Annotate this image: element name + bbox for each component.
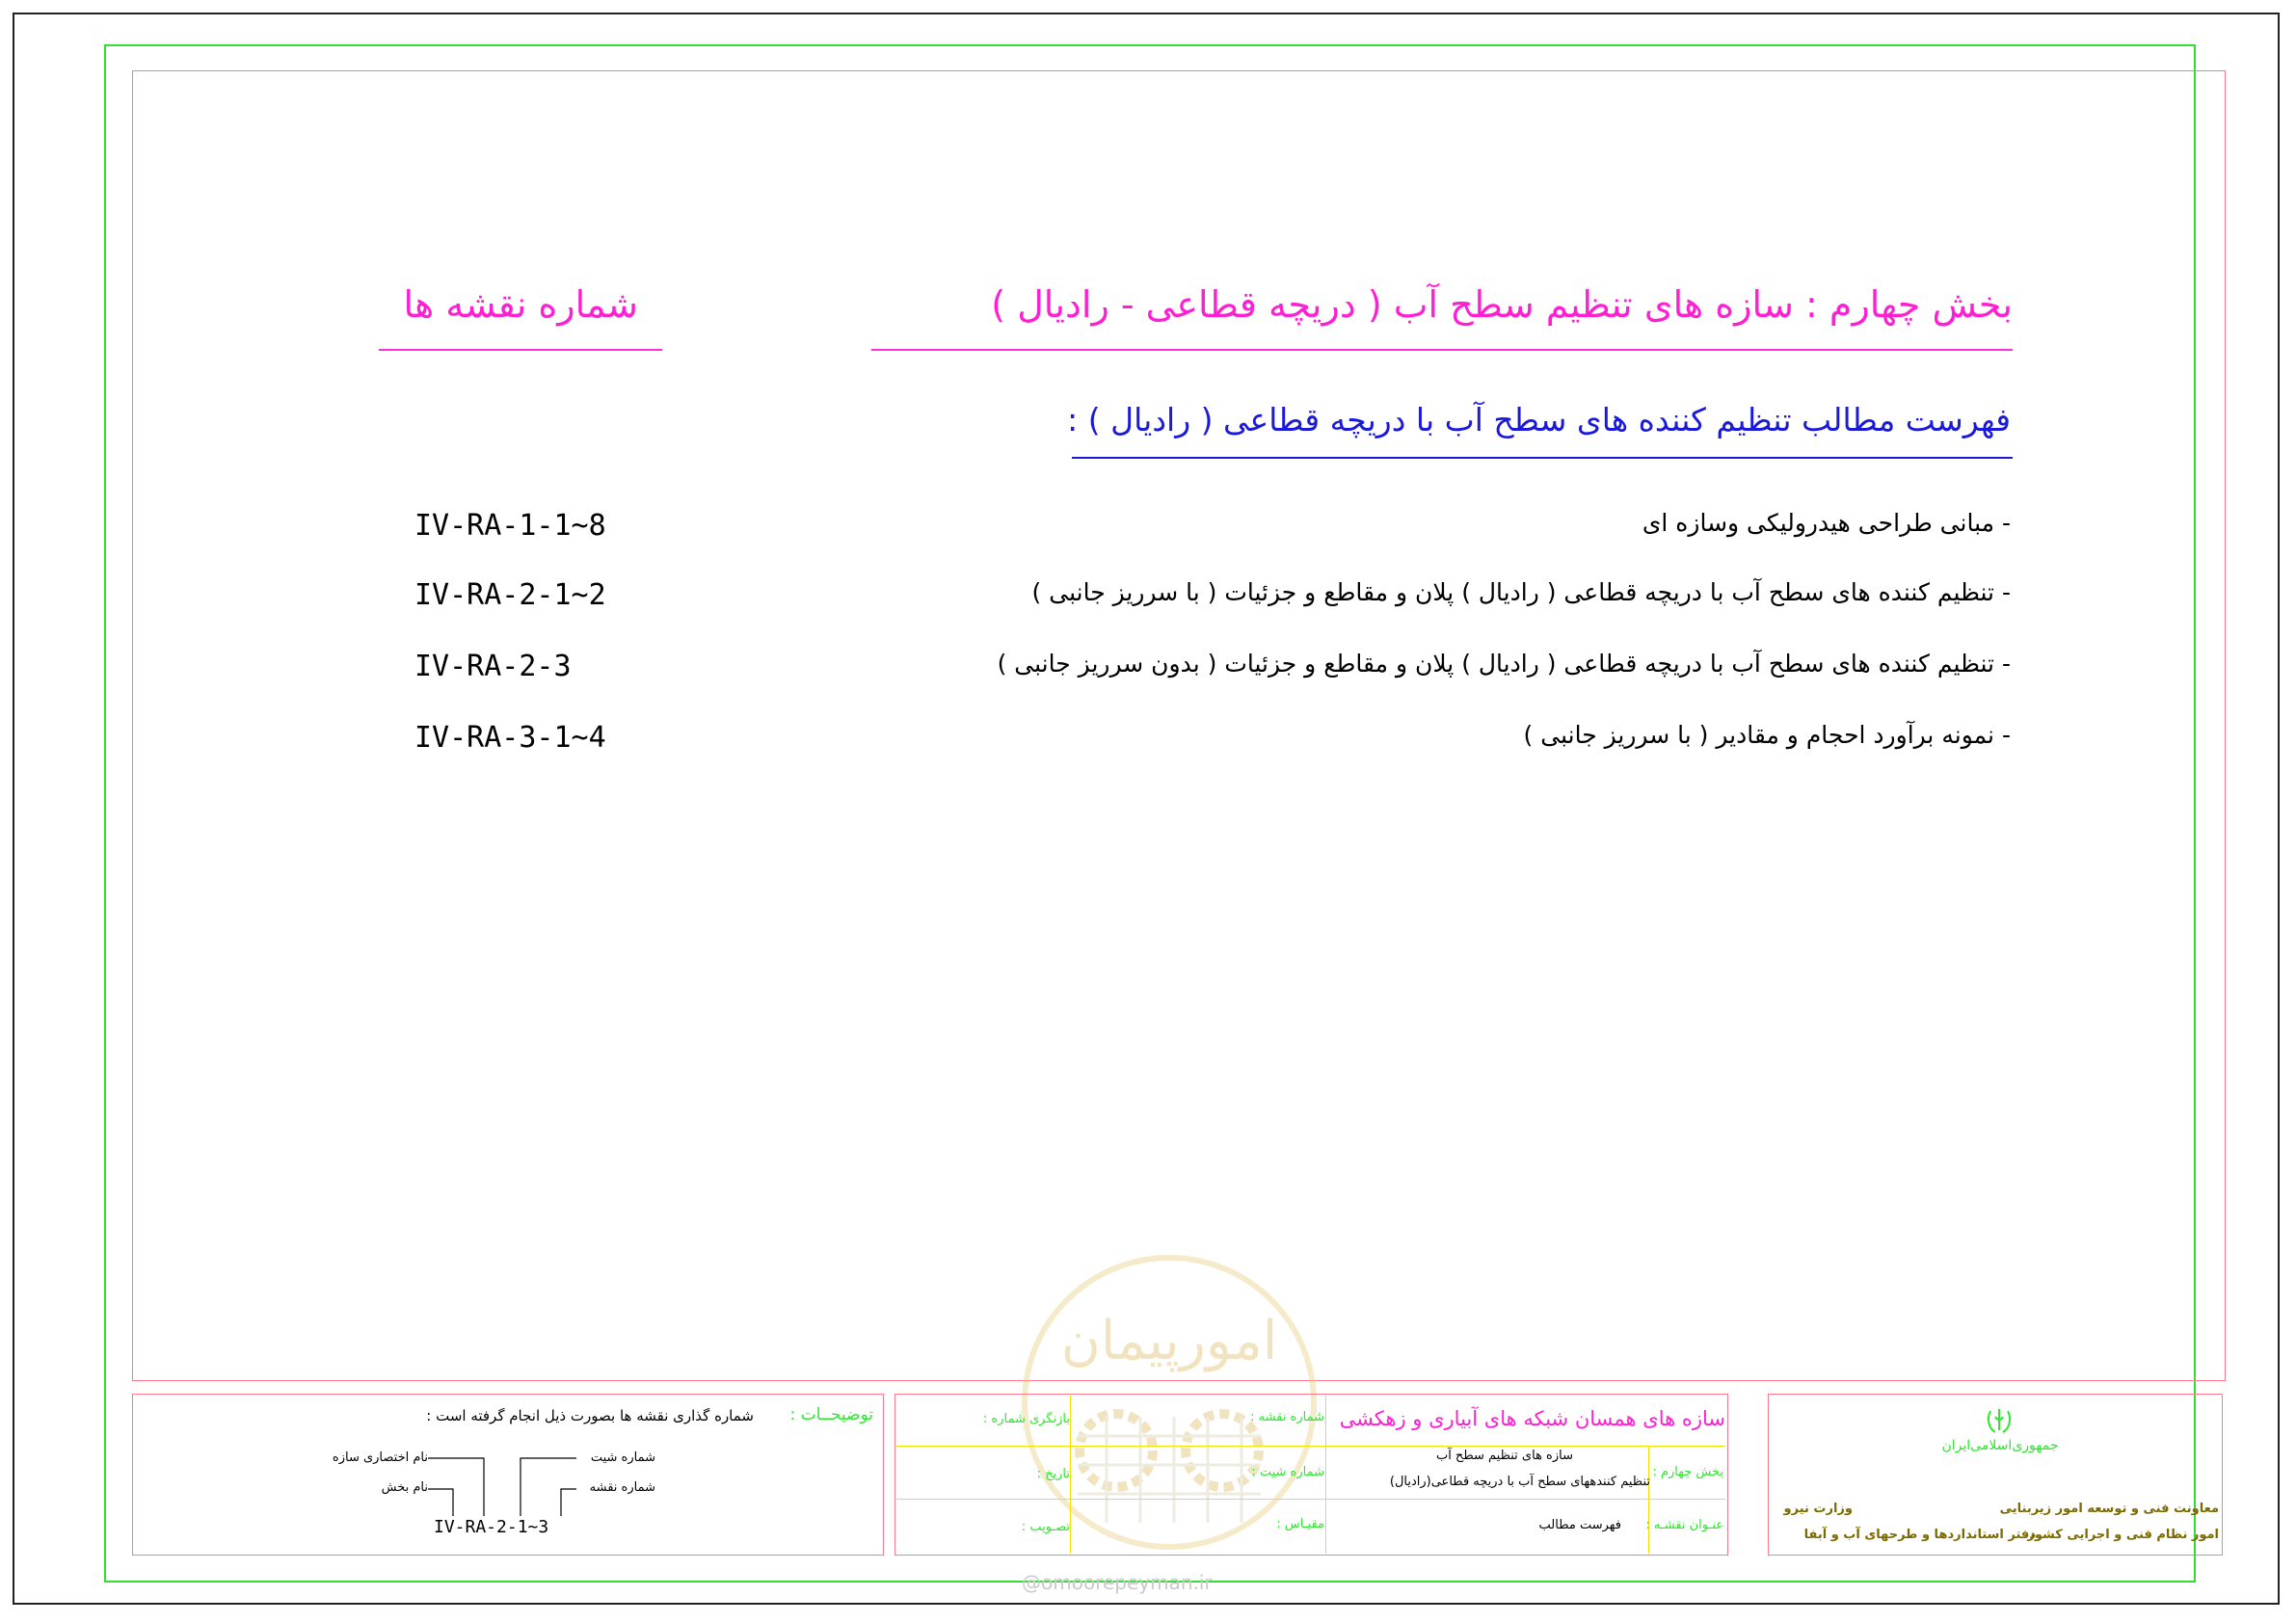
notes-label: توضیحــات : xyxy=(789,1405,873,1424)
watermark-url: @omoorepeyman.ir xyxy=(1022,1571,1213,1594)
project-title: سازه های همسان شبکه های آبیاری و زهکشی xyxy=(1339,1407,1725,1430)
iran-emblem-icon xyxy=(1986,1405,2013,1436)
contents-title: فهرست مطالب تنظیم کننده های سطح آب با دریچه قطاعی ( رادیال ) : xyxy=(1067,401,2011,439)
date-label: تاریخ : xyxy=(1036,1467,1070,1481)
toc-item-4: - نمونه برآورد احجام و مقادیر ( با سرریز جانبی ) xyxy=(1523,721,2011,749)
org-right-1: وزارت نیرو xyxy=(1783,1502,1853,1516)
contents-title-underline xyxy=(1072,457,2013,459)
notes-text: شماره گذاری نقشه ها بصورت ذیل انجام گرفته است : xyxy=(426,1407,754,1424)
section-title: بخش چهارم : سازه های تنظیم سطح آب ( دریچه قطاعی - رادیال ) xyxy=(991,283,2013,326)
legend-structure: نام اختصاری سازه xyxy=(332,1450,428,1465)
toc-item-2: - تنظیم کننده های سطح آب با دریچه قطاعی ( رادیال ) پلان و مقاطع و جزئیات ( با سرریز جانبی ) xyxy=(1031,578,2011,606)
org-right-2: دفتر استانداردها و طرحهای آب و آبفا xyxy=(1803,1528,2036,1542)
legend-connector-lines xyxy=(414,1450,607,1518)
svg-text:امورپیمان: امورپیمان xyxy=(1060,1310,1278,1372)
legend-section: نام بخش xyxy=(381,1480,428,1495)
org-left-2: امور نظام فنی و اجرایی کشور xyxy=(2027,1528,2219,1542)
section-line-1: سازه های تنظیم سطح آب xyxy=(1435,1449,1573,1463)
drawing-title-value: فهرست مطالب xyxy=(1538,1518,1621,1532)
drawing-title-label: عنـوان نقشـه : xyxy=(1645,1518,1723,1532)
toc-item-3: - تنظیم کننده های سطح آب با دریچه قطاعی ( رادیال ) پلان و مقاطع و جزئیات ( بدون سرریز جانبی ) xyxy=(997,650,2011,678)
toc-code-2: IV-RA-2-1~2 xyxy=(414,578,606,612)
toc-code-4: IV-RA-3-1~4 xyxy=(414,721,606,755)
legend-sheet: شماره شیت xyxy=(590,1450,655,1465)
country-name: جمهوری‌اسلامی‌ایران xyxy=(1941,1438,2059,1453)
revision-label: بازنگری شماره : xyxy=(982,1412,1070,1426)
section-line-2: تنظیم کنندههای سطح آب با دریچه قطاعی(رادیال) xyxy=(1389,1475,1650,1489)
approval-label: تصـویب : xyxy=(1021,1520,1070,1534)
legend-drawing: شماره نقشه xyxy=(589,1480,655,1495)
drawing-numbers-underline xyxy=(379,349,662,351)
toc-item-1: - مبانی طراحی هیدرولیکی وسازه ای xyxy=(1642,509,2011,537)
drawing-numbers-title: شماره نقشه ها xyxy=(403,283,638,326)
section-title-underline xyxy=(871,349,2013,351)
legend-example-code: IV-RA-2-1~3 xyxy=(434,1517,549,1537)
org-left-1: معاونت فنی و توسعه امور زیربنایی xyxy=(1999,1502,2219,1516)
toc-code-1: IV-RA-1-1~8 xyxy=(414,509,606,543)
drawing-no-label: شماره نقشه : xyxy=(1250,1410,1324,1424)
scale-label: مقیـاس : xyxy=(1276,1517,1324,1531)
toc-code-3: IV-RA-2-3 xyxy=(414,650,572,683)
sheet-no-label: شماره شیت : xyxy=(1251,1465,1324,1479)
section-label: بخش چهارم : xyxy=(1652,1465,1723,1479)
